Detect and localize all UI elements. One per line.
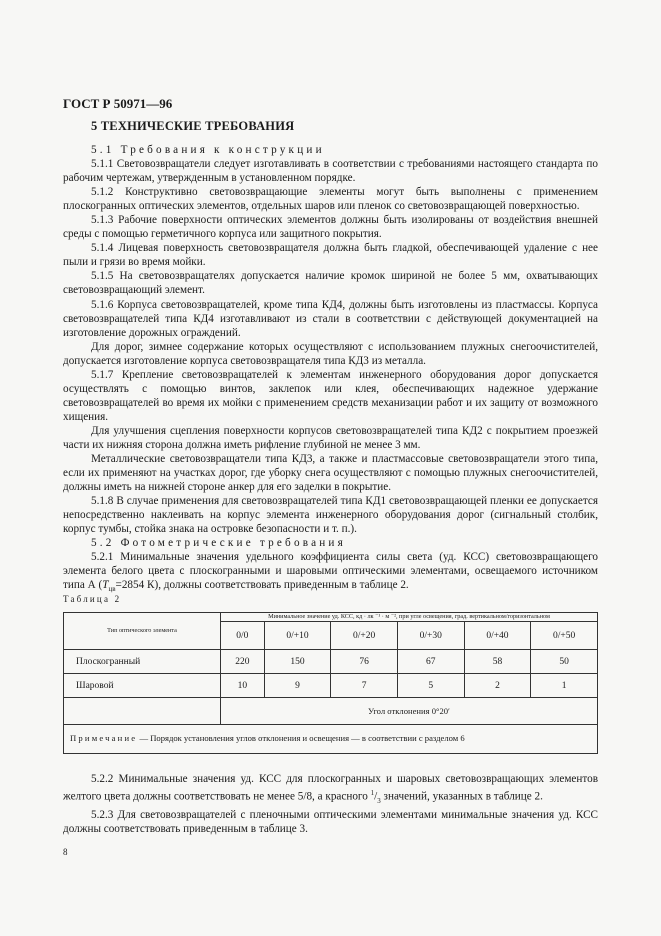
- table-caption: Таблица 2: [63, 594, 122, 604]
- paragraph-5-2-2: 5.2.2 Минимальные значения уд. КСС для плоскогранных и шаровых световозвращающих элементов желтого цвета должны соответствовать не менее 5/8, а красного $^1/_3$ значений, указанных в таблице 2.: [63, 773, 598, 806]
- table-row: [64, 674, 598, 698]
- paragraph-5-2-1: [63, 550, 598, 596]
- cell: 220: [221, 650, 265, 674]
- paragraph: 5.1.4 Лицевая поверхность световозвращателя должна быть гладкой, обеспечивающей удаление с нее пыли и грязи во время мойки.: [63, 242, 598, 269]
- cell: 150: [264, 650, 331, 674]
- table-row: [64, 650, 598, 674]
- group-header: Минимальное значение уд. КСС, кд · лк ⁻¹ · м ⁻², при угле освещения, град. вертикальном/горизонтальном: [221, 613, 598, 622]
- paragraph: 5.1.5 На световозвращателях допускается наличие кромок шириной не более 5 мм, охватывающих световозвращающий элемент.: [63, 270, 598, 297]
- angle-header: 0/0: [221, 622, 265, 650]
- cell: 5: [397, 674, 464, 698]
- col-type-header: Тип оптического элемента: [64, 613, 221, 650]
- cell: 67: [397, 650, 464, 674]
- p521-var: T: [102, 579, 109, 592]
- p522-after: значений, указанных в таблице 2.: [380, 790, 543, 803]
- cell: 7: [331, 674, 398, 698]
- paragraph: 5.1.1 Световозвращатели следует изготавливать в соответствии с требованиями настоящего стандарта по рабочим чертежам, утвержденным в установленном порядке.: [63, 158, 598, 185]
- p522-before: 5.2.2 Минимальные значения уд. КСС для плоскогранных и шаровых световозвращающих элементов желтого цвета должны соответствовать не менее 5/8, а красного: [63, 773, 598, 803]
- paragraph: 5.1.3 Рабочие поверхности оптических элементов должны быть изолированы от воздействия внешней среды с помощью герметичного корпуса или защитного покрытия.: [63, 214, 598, 241]
- cell: 1: [531, 674, 598, 698]
- p521-sub: цв: [108, 585, 116, 594]
- table-2: [63, 612, 598, 754]
- angle-header: 0/+10: [264, 622, 331, 650]
- paragraph: Для дорог, зимнее содержание которых осуществляют с использованием плужных снегоочистителей, допускается изготовление корпуса световозвращателя типа КД3 из металла.: [63, 340, 598, 367]
- paragraph: 5.1.7 Крепление световозвращателей к элементам инженерного оборудования дорог допускается осуществлять с помощью винтов, заклепок или клея, обеспечивающих надежное удержание световозвращателей во время их мойки с применением средств механизации работ и их защиту от возможного хищения.: [63, 368, 598, 423]
- row-name: Шаровой: [64, 674, 221, 698]
- section-title: 5 ТЕХНИЧЕСКИЕ ТРЕБОВАНИЯ: [91, 119, 295, 133]
- angle-header: 0/+40: [464, 622, 531, 650]
- paragraph-5-2-3: 5.2.3 Для световозвращателей с пленочными оптическими элементами минимальные значения уд. КСС должны соответствовать приведенным в таблице 3.: [63, 809, 598, 836]
- angle-header: 0/+50: [531, 622, 598, 650]
- paragraph: Металлические световозвращатели типа КД3, а также и пластмассовые световозвращатели этого типа, если их применяют на участках дорог, где уборку снега осуществляют с помощью плужных снегоочистителей, должны иметь на нижней стороне анкер для его заделки в покрытие.: [63, 453, 598, 494]
- cell: 76: [331, 650, 398, 674]
- table-note: [64, 725, 598, 754]
- frac-den: 3: [377, 797, 381, 806]
- angle-header: 0/+20: [331, 622, 398, 650]
- subsection-heading: 5.2 Фотометрические требования: [91, 537, 346, 550]
- cell: 2: [464, 674, 531, 698]
- p521-before: 5.2.1 Минимальные значения удельного коэффициента силы света (уд. КСС) световозвращающего элемента белого цвета с плоскогранными и шаровыми оптическими элементами, освещаемого источником типа А (: [63, 551, 598, 592]
- cell: 9: [264, 674, 331, 698]
- main-text: [63, 143, 598, 597]
- paragraph: 5.1.2 Конструктивно световозвращающие элементы могут быть выполнены с применением плоскогранных оптических элементов, отдельных шаров или пленок со световозвращающей поверхностью.: [63, 186, 598, 213]
- paragraph: 5.1.8 В случае применения для световозвращателей типа КД1 световозвращающей пленки ее допускается непосредственно наклеивать на корпус элемента инженерного оборудования дорог (сигнальный столбик, корпус тумбы, стойка знака на островке безопасности и т. п.).: [63, 495, 598, 536]
- angle-header: 0/+30: [397, 622, 464, 650]
- cell: 50: [531, 650, 598, 674]
- note-text: — Порядок установления углов отклонения и освещения — в соответствии с разделом 6: [137, 733, 465, 743]
- document-code: ГОСТ Р 50971—96: [63, 96, 173, 111]
- frac-num: 1: [370, 789, 375, 798]
- note-label: Примечание: [70, 733, 138, 743]
- cell: 58: [464, 650, 531, 674]
- p521-after: =2854 К), должны соответствовать приведенным в таблице 2.: [115, 579, 409, 592]
- deviation-angle: Угол отклонения 0°20′: [221, 698, 598, 725]
- paragraph: 5.1.6 Корпуса световозвращателей, кроме типа КД4, должны быть изготовлены из пластмассы. Корпуса световозвращателей типа КД4 изготавливают из стали в соответствии с действующей документацией на изготовление дорожных ограждений.: [63, 298, 598, 339]
- row-name: Плоскогранный: [64, 650, 221, 674]
- paragraph: Для улучшения сцепления поверхности корпусов световозвращателей типа КД2 с покрытием проезжей части их нижняя сторона должна иметь рифление глубиной не менее 3 мм.: [63, 424, 598, 451]
- empty-cell: [64, 698, 221, 725]
- text-after-table: [63, 772, 598, 836]
- cell: 10: [221, 674, 265, 698]
- subsection-heading: 5.1 Требования к конструкции: [91, 144, 325, 156]
- page-number: 8: [63, 847, 68, 857]
